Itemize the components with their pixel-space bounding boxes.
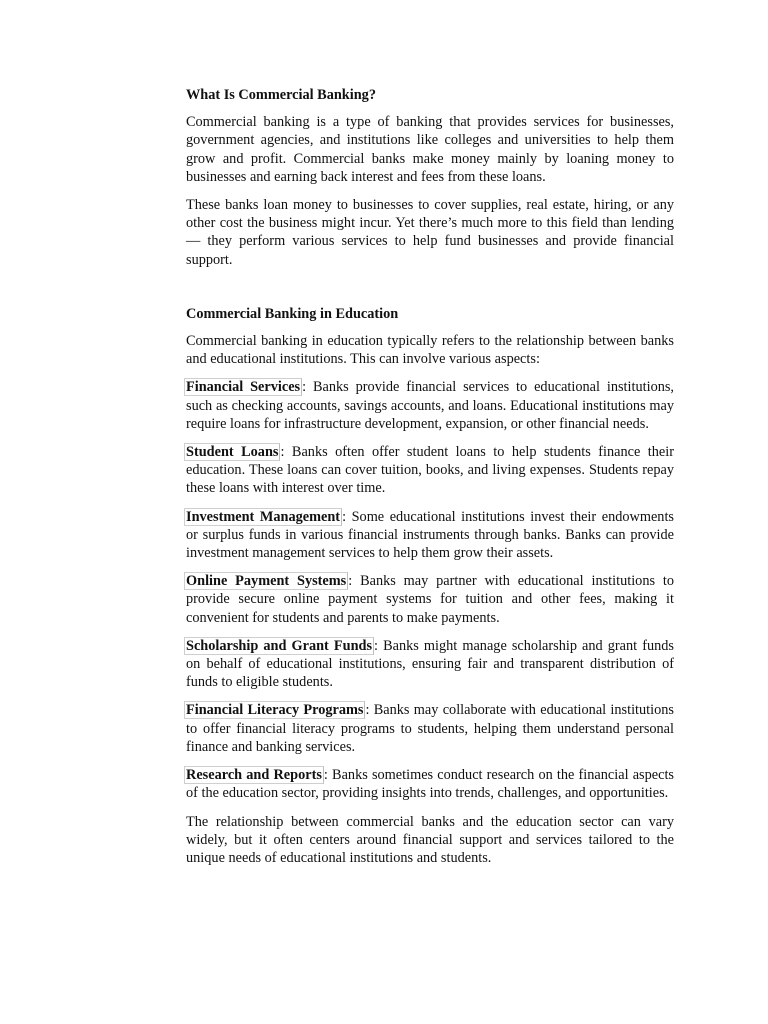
- list-item-student-loans: [186, 443, 674, 498]
- document-page: [186, 86, 674, 877]
- list-item-research-and-reports: [186, 766, 674, 802]
- list-item-online-payment-systems: [186, 572, 674, 627]
- paragraph: These banks loan money to businesses to cover supplies, real estate, hiring, or any other cost the business might incur. Yet there’s much more to this field than lending — they perform various services to help fund businesses and provide financial support.: [186, 197, 674, 268]
- term-description: : Banks sometimes conduct research on the financial aspects of the education sector, providing insights into trends, challenges, and opportunities.: [186, 767, 674, 802]
- section-heading-what-is-commercial-banking: What Is Commercial Banking?: [186, 87, 376, 103]
- intro-paragraph: Commercial banking in education typically refers to the relationship between banks and educational institutions. This can involve various aspects:: [186, 333, 674, 368]
- list-item-financial-literacy-programs: [186, 701, 674, 756]
- term-label: Online Payment Systems: [186, 573, 347, 590]
- term-label: Scholarship and Grant Funds: [186, 637, 373, 654]
- list-item-scholarship-and-grant-funds: [186, 637, 674, 692]
- term-label: Financial Literacy Programs: [186, 702, 364, 719]
- term-label: Financial Services: [186, 379, 301, 396]
- section-heading-commercial-banking-in-education: Commercial Banking in Education: [186, 305, 399, 322]
- term-description: : Banks may partner with educational institutions to provide secure online payment systems for tuition and other fees, making it convenient for students and parents to make payments.: [186, 573, 675, 626]
- term-label: Student Loans: [186, 444, 279, 461]
- term-description: : Banks provide financial services to educational institutions, such as checking accounts, savings accounts, and loans. Educational institutions may require loans for infrastructure development, expansion, or other financial needs.: [186, 379, 674, 432]
- term-description: : Banks may collaborate with educational institutions to offer financial literacy programs to students, helping them understand personal finance and banking services.: [186, 702, 674, 755]
- list-item-financial-services: [186, 378, 674, 433]
- list-item-investment-management: [186, 508, 674, 563]
- paragraph: Commercial banking is a type of banking that provides services for businesses, government agencies, and institutions like colleges and universities to help them grow and profit. Commercial banks make money mainly by loaning money to businesses and earning back interest and fees from these loans.: [186, 114, 674, 185]
- term-description: : Banks might manage scholarship and grant funds on behalf of educational institutions, ensuring fair and transparent distribution of funds to eligible students.: [186, 637, 674, 691]
- term-description: : Some educational institutions invest their endowments or surplus funds in various financial instruments through banks. Banks can provide investment management services to help them grow their assets.: [186, 508, 674, 562]
- term-label: Research and Reports: [186, 767, 322, 784]
- term-label: Investment Management: [186, 508, 341, 525]
- conclusion-paragraph: The relationship between commercial banks and the education sector can vary widely, but it often centers around financial support and services tailored to the unique needs of educational institutions and students.: [186, 813, 674, 866]
- term-description: : Banks often offer student loans to help students finance their education. These loans can cover tuition, books, and living expenses. Students repay these loans with interest over time.: [186, 444, 674, 497]
